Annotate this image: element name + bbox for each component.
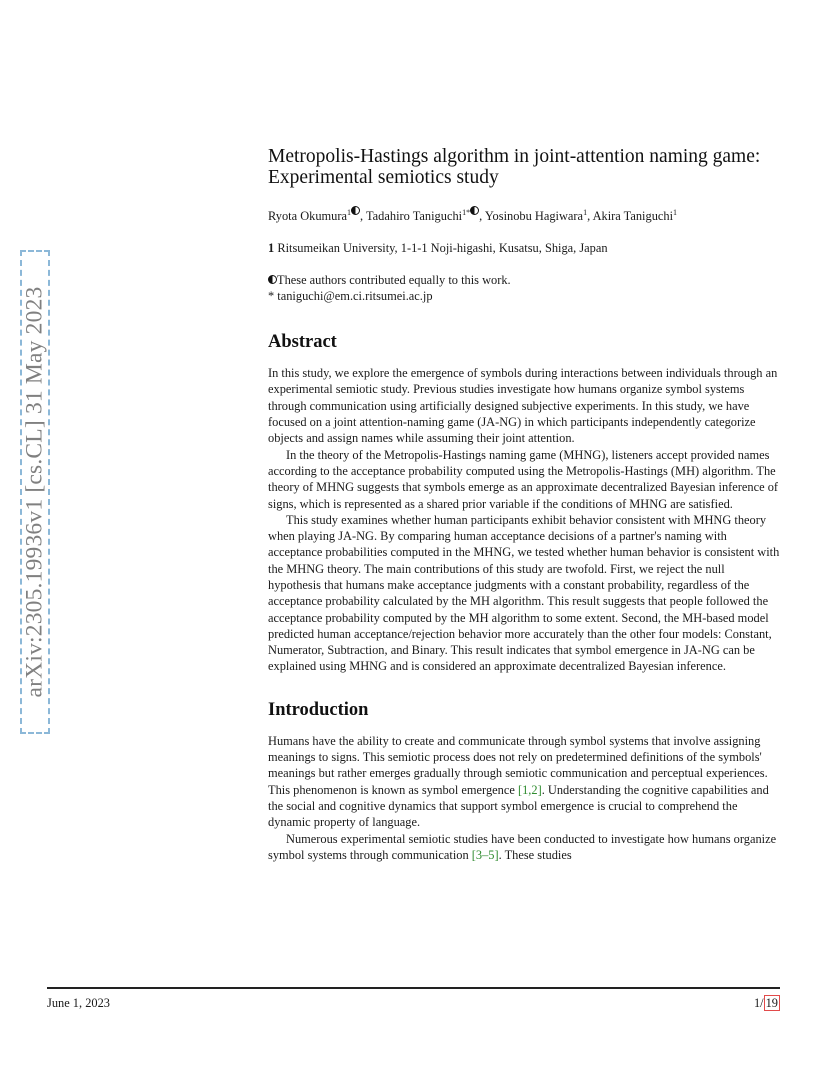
- author-affil-sup: 1*: [462, 208, 479, 217]
- corresponding-author-note[interactable]: * taniguchi@em.ci.ritsumei.ac.jp: [268, 289, 433, 304]
- total-pages-link[interactable]: 19: [765, 996, 778, 1010]
- author-list: Ryota Okumura$^1$ , Tadahiro Taniguchi$^{1*}$ , Yosinobu Hagiwara$^1$, Akira Taniguchi$^1$: [268, 208, 678, 224]
- affiliation-number: 1: [268, 241, 275, 256]
- introduction-paragraph: Humans have the ability to create and communicate through symbol systems that involve assigning meanings to signs. This semiotic process does not rely on predetermined definitions of the symbols' meanings but rather emerges gradually through semiotic communication and perceptual experiences. This phenomenon is known as symbol emergence [1,2]. Understanding the cognitive capabilities and the social and cognitive dynamics that support symbol emergence is crucial to comprehend the dynamic property of language.: [268, 733, 769, 830]
- affiliation: [268, 241, 780, 256]
- abstract-heading: Abstract: [268, 332, 337, 353]
- author-affil-sup: 1: [673, 208, 678, 217]
- equal-contribution-icon: [268, 275, 277, 284]
- author-name: Yosinobu Hagiwara: [484, 209, 584, 224]
- citation-link[interactable]: [1,2]: [517, 782, 542, 797]
- author-name: Ryota Okumura: [268, 209, 347, 224]
- footer-date: June 1, 2023: [47, 996, 110, 1010]
- author-name: Akira Taniguchi: [592, 209, 674, 224]
- paper-title: Metropolis-Hastings algorithm in joint-attention naming game: Experimental semiotics study: [268, 146, 761, 188]
- footer-divider: [47, 987, 780, 989]
- citation-link[interactable]: [3–5]: [471, 847, 499, 862]
- arxiv-side-stamp[interactable]: [20, 250, 50, 734]
- paper-content: [268, 146, 780, 863]
- introduction-heading: Introduction: [268, 699, 369, 720]
- author-affil-sup: 1: [583, 208, 588, 217]
- equal-contribution-icon: [470, 206, 479, 215]
- page-number: 1/ 19: [753, 996, 778, 1010]
- abstract-paragraph: This study examines whether human participants exhibit behavior consistent with MHNG theory when playing JA-NG. By comparing human acceptance decisions of a partner's naming with acceptance probabilities computed in the MHNG, we tested whether human behavior is consistent with the MHNG theory. The main contributions of this study are twofold. First, we reject the null hypothesis that humans make acceptance judgments with a constant probability, regardless of the acceptance probability calculated by the MH algorithm. This result suggests that people followed the acceptance probability computed by the MH algorithm to some extent. Second, the MH-based model predicted human acceptance/rejection behavior more accurately than the other four models: Constant, Numerator, Subtraction, and Binary. This result indicates that symbol emergence in JA-NG can be explained using MHNG and is considered an approximate decentralized Bayesian inference.: [268, 512, 780, 674]
- abstract-body: [268, 365, 780, 675]
- author-affil-sup: 1: [347, 208, 360, 217]
- introduction-paragraph: Numerous experimental semiotic studies have been conducted to investigate how humans organize symbol systems through communication [3–5]. These studies: [268, 831, 777, 862]
- abstract-paragraph: In this study, we explore the emergence of symbols during interactions between individuals through an experimental semiotic study. Previous studies investigate how humans organize symbol systems through communication using artificially designed subjective experiments. In this study, we have focused on a joint attention-naming game (JA-NG) in which participants independently categorize objects and assign names while assuming their joint attention.: [268, 366, 778, 446]
- equal-contribution-icon: [351, 206, 360, 215]
- abstract-paragraph: In the theory of the Metropolis-Hastings naming game (MHNG), listeners accept provided names according to the acceptance probability computed using the Metropolis-Hastings (MH) algorithm. The theory of MHNG suggests that symbols emerge as an approximate decentralized Bayesian inference of signs, which is represented as a shared prior variable if the conditions of MHNG are satisfied.: [268, 447, 779, 511]
- author-notes: [268, 272, 780, 304]
- equal-contribution-note: These authors contributed equally to this work.: [268, 272, 780, 288]
- author-name: Tadahiro Taniguchi: [365, 209, 463, 224]
- affiliation-text: Ritsumeikan University, 1-1-1 Noji-higashi, Kusatsu, Shiga, Japan: [277, 241, 608, 256]
- arxiv-identifier: arXiv:2305.19936v1 [cs.CL] 31 May 2023: [21, 286, 48, 698]
- introduction-body: [268, 733, 780, 863]
